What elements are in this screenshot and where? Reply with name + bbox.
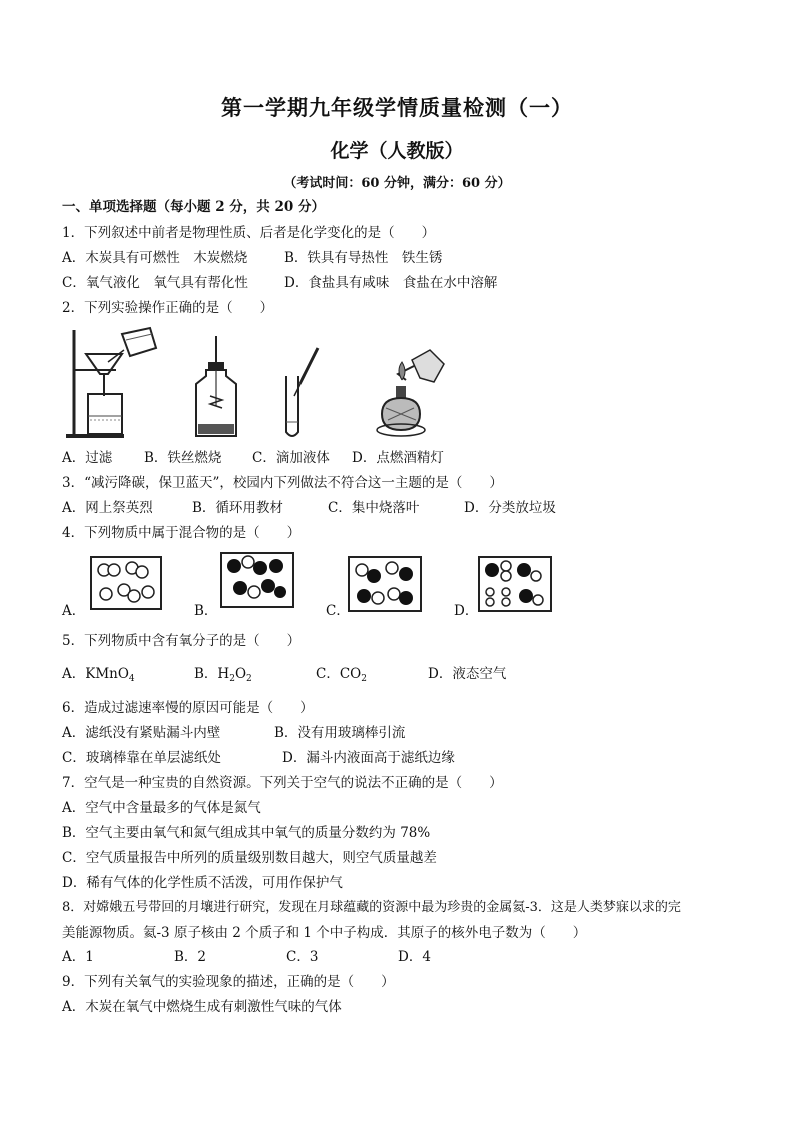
q6-stem: 6．造成过滤速率慢的原因可能是（ ） [62, 700, 314, 716]
q2-option-a: A．过滤 [62, 450, 113, 466]
q4-stem: 4．下列物质中属于混合物的是（ ） [62, 525, 301, 541]
exam-subject: 化学（人教版） [330, 140, 464, 162]
q5-option-d: D．液态空气 [428, 666, 507, 682]
q2-figure-c-dropper [278, 346, 328, 440]
q2-option-c: C．滴加液体 [252, 450, 330, 466]
q5-option-c: C．$CO_2$ [316, 666, 367, 684]
q6-options-row2 [62, 749, 455, 767]
q7-option-a: A．空气中含量最多的气体是氮气 [62, 800, 261, 816]
q2-figure-a-filtration [64, 326, 159, 440]
q4-figure-d-molecules [478, 556, 552, 612]
q2-option-d: D．点燃酒精灯 [352, 450, 444, 466]
q1-options-row1 [62, 249, 442, 267]
q2-figure-b-iron-wire [190, 336, 245, 440]
q3-option-b: B．循环用教材 [192, 500, 283, 516]
q3-option-c: C．集中烧落叶 [328, 500, 420, 516]
q7-option-d: D．稀有气体的化学性质不活泼，可用作保护气 [62, 875, 343, 891]
q8-option-b: B．2 [174, 949, 207, 965]
q1-options-row2 [62, 274, 497, 292]
q5-option-a: A．KMnO$_4$ [62, 666, 135, 684]
q5-options [62, 665, 506, 688]
q3-stem: 3．“减污降碳，保卫蓝天”，校园内下列做法不符合这一主题的是（ ） [62, 475, 503, 491]
q6-option-d: D．漏斗内液面高于滤纸边缘 [282, 750, 455, 766]
q1-option-c: C．氧气液化 氧气具有帮化性 [62, 275, 248, 291]
q2-option-b: B．铁丝燃烧 [144, 450, 222, 466]
q4-option-c-label: C． [326, 603, 350, 619]
q4-option-a-label: A． [62, 603, 86, 619]
q4-figure-c-molecules [348, 556, 422, 612]
q4-figure-b-molecules [220, 552, 294, 608]
q8-stem-line1: 8．对嫦娥五号带回的月壤进行研究，发现在月球蕴藏的资源中最为珍贵的金属氦-3．这是人类梦寐以求的完 [62, 900, 681, 915]
q9-stem: 9．下列有关氧气的实验现象的描述，正确的是（ ） [62, 974, 395, 990]
q7-option-b: B．空气主要由氧气和氮气组成其中氧气的质量分数约为 78% [62, 825, 431, 841]
q7-option-c: C．空气质量报告中所列的质量级别数目越大，则空气质量越差 [62, 850, 437, 866]
q3-option-d: D．分类放垃圾 [464, 500, 556, 516]
q1-option-d: D．食盐具有咸味 食盐在水中溶解 [284, 275, 498, 291]
q8-option-a: A．1 [62, 949, 94, 965]
q4-option-d-label: D． [454, 603, 479, 619]
q6-option-a: A．滤纸没有紧贴漏斗内壁 [62, 725, 221, 741]
q8-option-c: C．3 [286, 949, 319, 965]
q1-option-b: B．铁具有导热性 铁生锈 [284, 250, 443, 266]
section-heading: 一、单项选择题（每小题 2 分，共 20 分） [62, 199, 325, 215]
q5-option-b: B．$H_2O_2$ [194, 666, 252, 684]
q8-options [62, 948, 431, 966]
q9-option-a: A．木炭在氧气中燃烧生成有刺激性气味的气体 [62, 999, 342, 1015]
q5-stem: 5．下列物质中含有氧分子的是（ ） [62, 633, 301, 649]
exam-title: 第一学期九年级学情质量检测（一） [221, 95, 573, 120]
q4-figure-a-molecules [90, 556, 162, 610]
q2-options [62, 449, 444, 467]
q6-option-c: C．玻璃棒靠在单层滤纸处 [62, 750, 221, 766]
q3-option-a: A．网上祭英烈 [62, 500, 153, 516]
exam-info: （考试时间：60 分钟，满分：60 分） [283, 176, 511, 191]
q8-stem-line2: 美能源物质。氦-3 原子核由 2 个质子和 1 个中子构成．其原子的核外电子数为（ ） [62, 925, 587, 941]
q2-stem: 2．下列实验操作正确的是（ ） [62, 300, 274, 316]
q6-options-row1 [62, 724, 405, 742]
q4-option-b-label: B． [194, 603, 218, 619]
q3-options [62, 499, 556, 517]
q2-figure-d-alcohol-lamp [368, 346, 448, 440]
q1-option-a: A．木炭具有可燃性 木炭燃烧 [62, 250, 248, 266]
q1-stem: 1．下列叙述中前者是物理性质、后者是化学变化的是（ ） [62, 225, 436, 241]
q8-option-d: D．4 [398, 949, 431, 965]
q6-option-b: B．没有用玻璃棒引流 [274, 725, 406, 741]
q7-stem: 7．空气是一种宝贵的自然资源。下列关于空气的说法不正确的是（ ） [62, 775, 503, 791]
